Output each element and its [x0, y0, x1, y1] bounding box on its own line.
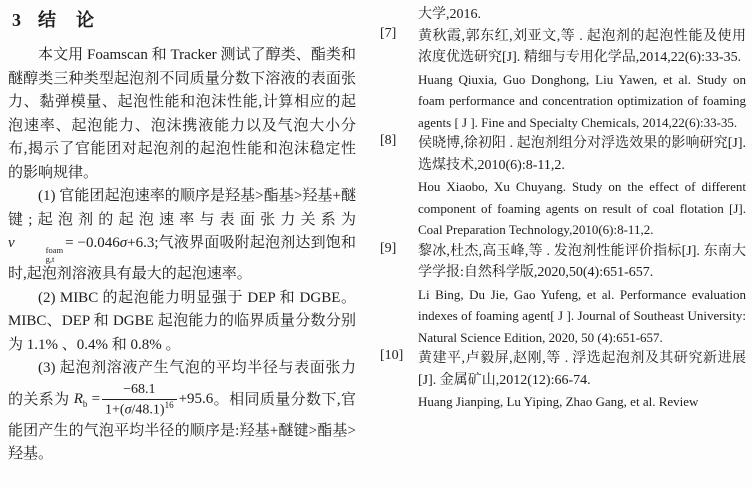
- conclusion-intro-paragraph: 本文用 Foamscan 和 Tracker 测试了醇类、酯类和醚醇类三种类型起泡剂不同质量分数下溶液的表面张力、黏弹模量、起泡性能和泡沫性能,计算相应的起泡速率、起泡能力、泡沫携液能力以及气泡大小分布,揭示了官能团对起泡剂的起泡性能和泡沫稳定性的影响规律。: [8, 47, 356, 181]
- section-heading: [12, 6, 356, 32]
- reference-english: Huang Jianping, Lu Yiping, Zhao Gang, et al. Review: [418, 394, 699, 409]
- reference-label: [8]: [380, 133, 397, 148]
- formula-variable-r: R: [73, 391, 83, 408]
- formula-equals: =: [91, 391, 101, 408]
- reference-carryover: [376, 4, 746, 26]
- foam-rate-formula: [8, 235, 155, 264]
- conclusion-item-3: [8, 357, 356, 467]
- conclusion-item-2: (2) MIBC 的起泡能力明显强于 DEP 和 DGBE。MIBC、DEP 和 DGBE 起泡能力的临界质量分数分别为 1.1% 、0.4% 和 0.8% 。: [8, 289, 356, 353]
- formula-subscript: g,t: [45, 253, 55, 264]
- reference-label: [10]: [380, 348, 404, 363]
- fraction-numerator: −68.1: [123, 381, 156, 397]
- formula-tail: +95.6: [178, 391, 214, 408]
- sigma-symbol: σ: [124, 402, 132, 418]
- formula-variable-v: v: [8, 235, 15, 251]
- sigma-symbol: σ: [119, 235, 128, 251]
- fraction: [102, 381, 177, 420]
- formula-subscript-b: b: [82, 399, 88, 410]
- reference-item-8: [376, 133, 746, 241]
- section-title: 结 论: [38, 10, 95, 30]
- reference-carryover-text: 大学,2016.: [418, 7, 481, 22]
- references-column: [374, 4, 746, 489]
- formula-superscript: foam: [45, 245, 64, 255]
- reference-english: Hou Xiaobo, Xu Chuyang. Study on the effect of different component of foaming agents on result of coal flotation [J]. Coal Preparation Technology,2010(6):8-11,2.: [418, 179, 746, 237]
- item3-text-after: 。相同质量分数下,官能团产生的气泡平均半径的顺序是:羟基+醚键>酯基>羟基。: [8, 391, 356, 463]
- reference-label: [9]: [380, 240, 397, 256]
- reference-chinese: 侯晓博,徐初阳 . 起泡剂组分对浮选效果的影响研究[J]. 选煤技术,2010(6):8-11,2.: [418, 136, 746, 173]
- item3-text-before: (3) 起泡剂溶液产生气泡的平均半径与表面张力的关系为: [8, 360, 356, 408]
- denominator-suffix: /48.1): [131, 402, 165, 418]
- fraction-denominator: [102, 399, 177, 420]
- reference-english: Li Bing, Du Jie, Gao Yufeng, et al. Performance evaluation indexes of foaming agent[ J ]. Journal of Southeast University: Natural Science Edition, 2020, 50 (4):651-657.: [418, 286, 746, 345]
- formula-supsub: [16, 246, 63, 263]
- reference-item-10: [376, 348, 746, 413]
- item1-text-after: ;气液界面吸附起泡剂达到饱和时,起泡剂溶液具有最大的起泡速率。: [8, 235, 356, 282]
- reference-item-9: [376, 241, 746, 349]
- section-number: 3: [12, 10, 22, 30]
- reference-english: Huang Qiuxia, Guo Donghong, Liu Yawen, et al. Study on foam performance and concentration optimization of foaming agents [ J ]. Fine and Specialty Chemicals, 2014,22(6):33-35.: [418, 71, 746, 130]
- denominator-exponent: 16: [164, 399, 174, 410]
- bubble-radius-formula: [73, 381, 214, 418]
- item1-text-before: (1) 官能团起泡速率的顺序是羟基>酯基>羟基+醚键;起泡剂的起泡速率与表面张力关系为: [8, 188, 356, 228]
- conclusion-column: [8, 4, 374, 489]
- reference-chinese: 黎冰,杜杰,高玉峰,等 . 发泡剂性能评价指标[J]. 东南大学学报:自然科学版,2020,50(4):651-657.: [418, 243, 746, 280]
- conclusion-item-1: [8, 185, 356, 287]
- reference-chinese: 黄建平,卢毅屏,赵刚,等 . 浮选起泡剂及其研究新进展[J]. 金属矿山,2012(12):66-74.: [418, 351, 746, 388]
- formula-equals: = −0.046: [65, 235, 120, 251]
- denominator-prefix: 1+(: [105, 402, 125, 418]
- reference-chinese: 黄秋霞,郭东红,刘亚文,等 . 起泡剂的起泡性能及使用浓度优选研究[J]. 精细与专用化学品,2014,22(6):33-35.: [418, 28, 746, 65]
- formula-tail: +6.3: [127, 235, 155, 251]
- reference-item-7: [376, 26, 746, 134]
- reference-label: [7]: [380, 25, 397, 41]
